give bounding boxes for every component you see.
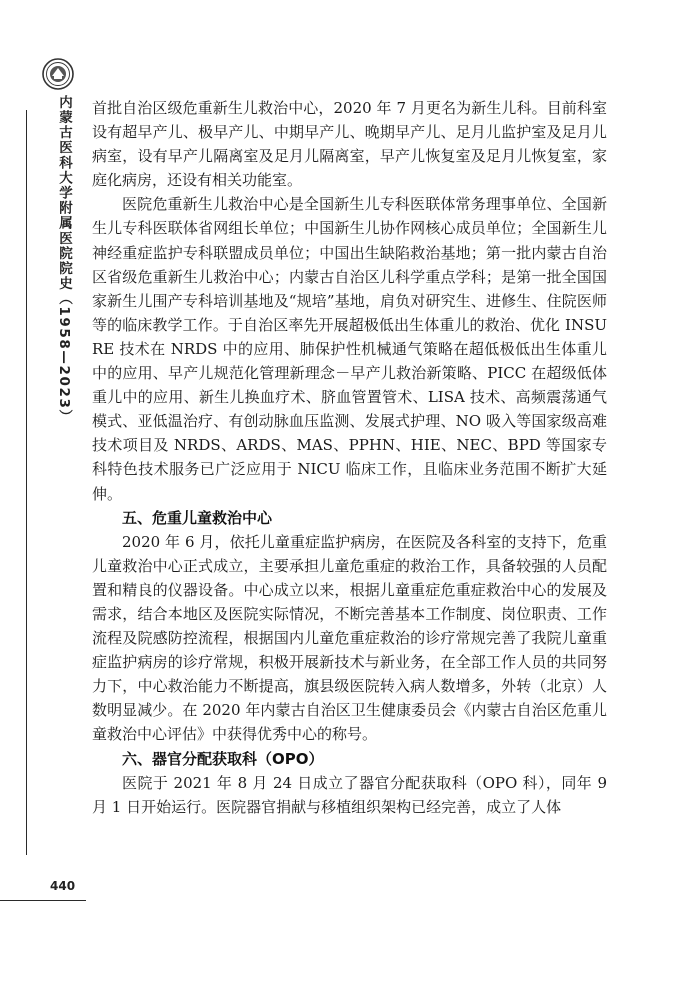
margin-rule [26,110,27,855]
body-text [92,96,607,819]
book-title: 内蒙古医科大学附属医院院史（1958—2023） [56,95,72,425]
page-number-rule [0,900,86,901]
page-number: 440 [50,879,76,893]
paragraph: 医院于 2021 年 8 月 24 日成立了器官分配获取科（OPO 科），同年 9 月 1 日开始运行。医院器官捐献与移植组织架构已经完善，成立了人体 [92,773,607,816]
section-heading: 五、危重儿童救治中心 [122,508,273,527]
section-heading: 六、器官分配获取科（OPO） [122,749,324,768]
hospital-seal-icon [42,58,74,90]
paragraph: 2020 年 6 月，依托儿童重症监护病房，在医院及各科室的支持下，危重儿童救治中心正式成立，主要承担儿童危重症的救治工作，具备较强的人员配置和精良的仪器设备。中心成立以来，根据儿童重症危重症救治中心的发展及需求，结合本地区及医院实际情况，不断完善基本工作制度、岗位职责、工作流程及院感防控流程，根据国内儿童危重症救治的诊疗常规完善了我院儿童重症监护病房的诊疗常规，积极开展新技术与新业务，在全部工作人员的共同努力下，中心救治能力不断提高，旗县级医院转入病人数增多，外转（北京）人数明显减少。在 2020 年内蒙古自治区卫生健康委员会《内蒙古自治区危重儿童救治中心评估》中获得优秀中心的称号。 [92,532,607,744]
paragraph: 医院危重新生儿救治中心是全国新生儿专科医联体常务理事单位、全国新生儿专科医联体省网组长单位；中国新生儿协作网核心成员单位；全国新生儿神经重症监护专科联盟成员单位；中国出生缺陷救治基地；第一批内蒙古自治区省级危重新生儿救治中心；内蒙古自治区儿科学重点学科；是第一批全国国家新生儿围产专科培训基地及“规培”基地，肩负对研究生、进修生、住院医师等的临床教学工作。于自治区率先开展超极低出生体重儿的救治、优化 INSURE 技术在 NRDS 中的应用、肺保护性机械通气策略在超低极低出生体重儿中的应用、早产儿规范化管理新理念－早产儿救治新策略、PICC 在超级低体重儿中的应用、新生儿换血疗术、脐血管置管术、LISA 技术、高频震荡通气模式、亚低温治疗、有创动脉血压监测、发展式护理、NO 吸入等国家级高难技术项目及 NRDS、ARDS、MAS、PPHN、HIE、NEC、BPD 等国家专科特色技术服务已广泛应用于 NICU 临床工作，且临床业务范围不断扩大延伸。 [92,195,607,503]
paragraph: 首批自治区级危重新生儿救治中心，2020 年 7 月更名为新生儿科。目前科室设有超早产儿、极早产儿、中期早产儿、晚期早产儿、足月儿监护室及足月儿病室，设有早产儿隔离室及足月儿隔离室，早产儿恢复室及足月儿恢复室，家庭化病房，还设有相关功能室。 [92,99,607,190]
